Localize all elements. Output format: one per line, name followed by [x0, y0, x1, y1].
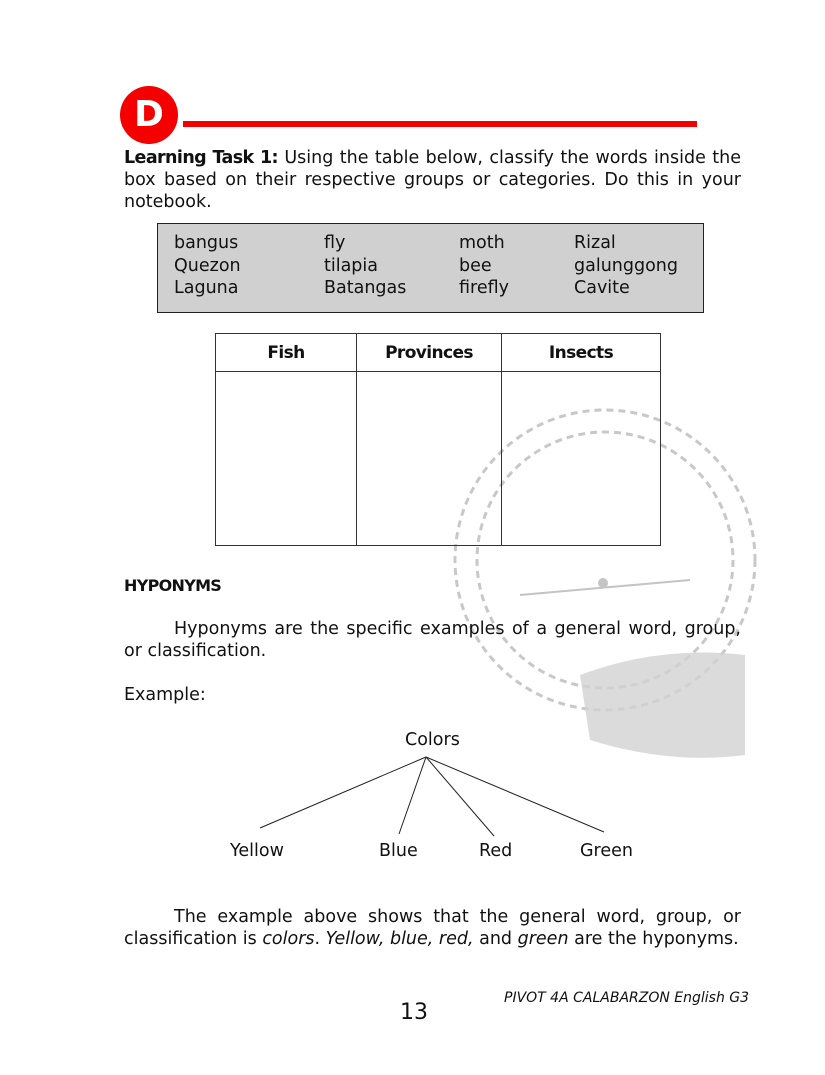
section-badge: D: [120, 86, 178, 144]
word-item: Quezon: [174, 255, 241, 276]
hyponym-definition: Hyponyms are the specific examples of a general word, group, or classification.: [124, 619, 741, 661]
conclusion-italic-1: colors: [262, 929, 315, 949]
word-item: firefly: [459, 278, 509, 298]
conclusion-text-2: .: [314, 929, 326, 949]
word-item: moth: [459, 233, 505, 253]
header-fish: Fish: [216, 334, 357, 372]
header-provinces: Provinces: [357, 334, 502, 372]
branch-red: [426, 757, 494, 836]
section-heading: HYPONYMS: [124, 576, 222, 595]
conclusion-text-3: and: [473, 929, 518, 949]
tree-root: Colors: [405, 730, 460, 750]
page-number: 13: [400, 1000, 428, 1025]
conclusion-text-4: are the hyponyms.: [568, 929, 739, 949]
tree-child-blue: Blue: [379, 841, 418, 861]
conclusion-italic-2: Yellow, blue, red,: [325, 929, 474, 949]
branch-blue: [399, 757, 426, 834]
word-item: bangus: [174, 233, 239, 253]
branch-green: [426, 757, 604, 832]
word-item: galunggong: [574, 255, 679, 276]
branch-yellow: [260, 757, 426, 828]
word-item: Laguna: [174, 278, 239, 298]
conclusion-italic-3: green: [517, 929, 569, 949]
conclusion-text-1: The example above shows that the general word, group, or classification is: [124, 907, 741, 949]
word-item: Batangas: [324, 278, 407, 298]
example-label: Example:: [124, 685, 206, 705]
word-item: tilapia: [324, 255, 379, 276]
footer-source: PIVOT 4A CALABARZON English G3: [504, 990, 750, 1006]
tree-child-red: Red: [479, 841, 513, 861]
task-label: Learning Task 1:: [124, 148, 278, 168]
word-item: bee: [459, 255, 492, 276]
word-item: Cavite: [574, 278, 630, 298]
tree-child-yellow: Yellow: [230, 841, 284, 861]
word-item: Rizal: [574, 233, 616, 253]
word-item: fly: [324, 233, 346, 253]
header-insects: Insects: [502, 334, 661, 372]
task-text: Using the table below, classify the words inside the box based on their respective groups or categories. Do this in your notebook.: [124, 148, 741, 212]
tree-child-green: Green: [580, 841, 633, 861]
hyponym-conclusion: [124, 906, 741, 950]
